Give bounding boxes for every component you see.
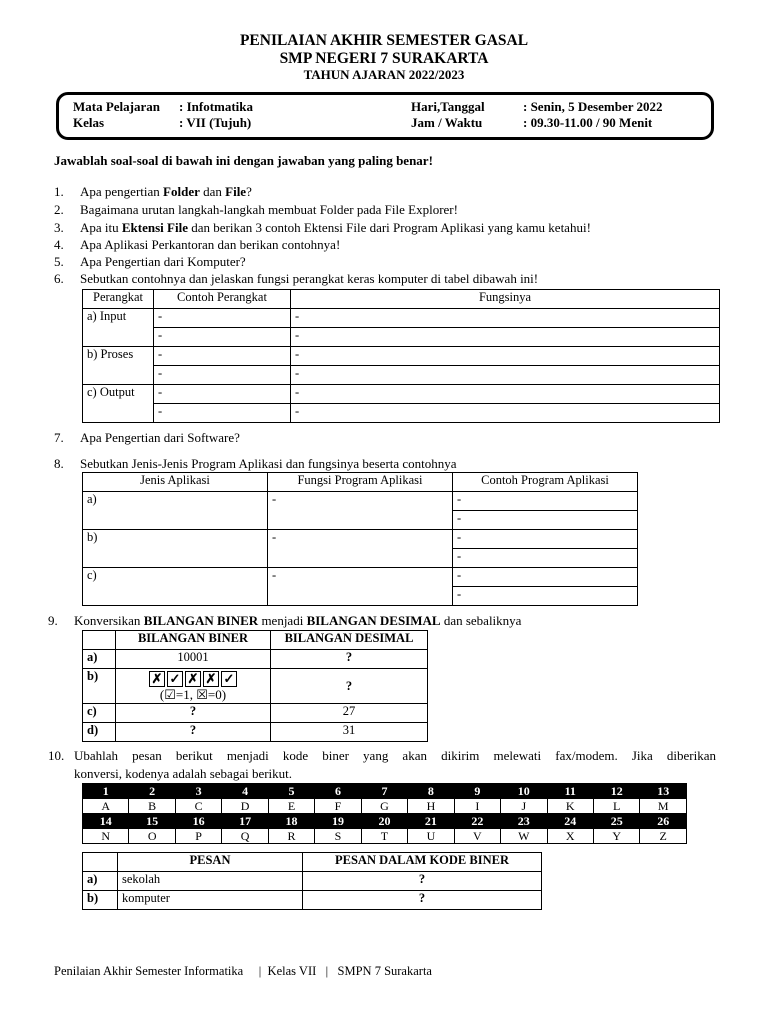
q-text: dan <box>199 184 226 199</box>
answer-cell[interactable]: - <box>154 347 291 366</box>
row-label: c) <box>83 704 116 723</box>
answer-cell[interactable]: - <box>453 587 638 606</box>
question-number: 10. <box>48 748 65 763</box>
binary-code-cell[interactable]: ? <box>303 872 542 891</box>
answer-cell[interactable]: - <box>291 404 720 423</box>
question-number: 3. <box>54 220 64 235</box>
code-number: 12 <box>593 784 639 799</box>
check-box-icon: ✓ <box>167 671 183 687</box>
row-label: a) <box>83 872 118 891</box>
code-number: 13 <box>640 784 687 799</box>
binary-conversion-table <box>82 630 428 742</box>
table-header: PESAN <box>118 853 303 872</box>
number-row <box>83 784 687 799</box>
answer-cell[interactable]: - <box>453 568 638 587</box>
message-cell: komputer <box>118 891 303 910</box>
code-number: 26 <box>640 814 687 829</box>
q-text: Bagaimana urutan langkah-langkah membuat Folder pada File Explorer! <box>80 202 458 217</box>
row-label: b) <box>83 891 118 910</box>
answer-cell[interactable]: - <box>291 309 720 328</box>
answer-cell[interactable]: - <box>154 328 291 347</box>
code-letter: L <box>593 799 639 814</box>
code-letter: M <box>640 799 687 814</box>
answer-cell[interactable]: - <box>453 530 638 549</box>
table-corner <box>83 631 116 650</box>
date-label: Hari,Tanggal <box>411 99 485 114</box>
code-letter: W <box>501 829 547 844</box>
hardware-table <box>82 289 720 423</box>
code-number: 7 <box>361 784 407 799</box>
app-group: b) <box>83 530 268 568</box>
decimal-cell: 27 <box>271 704 428 723</box>
checkbox-legend: (☑=1, ☒=0) <box>159 687 227 703</box>
cross-box-icon: ✗ <box>149 671 165 687</box>
code-number: 16 <box>175 814 221 829</box>
q-text: Sebutkan contohnya dan jelaskan fungsi perangkat keras komputer di tabel dibawah ini! <box>80 271 539 286</box>
code-letter: E <box>268 799 314 814</box>
checkbox-row <box>120 671 266 687</box>
code-number: 15 <box>129 814 175 829</box>
code-letter: H <box>408 799 454 814</box>
code-letter: S <box>315 829 361 844</box>
app-group: a) <box>83 492 268 530</box>
table-header: Jenis Aplikasi <box>83 473 268 492</box>
table-header: BILANGAN BINER <box>116 631 271 650</box>
page-footer: Penilaian Akhir Semester Informatika | Kelas VII | SMPN 7 Surakarta <box>54 964 432 978</box>
answer-cell[interactable]: - <box>154 366 291 385</box>
q-text: Apa Aplikasi Perkantoran dan berikan contohnya! <box>80 237 341 252</box>
code-letter: Z <box>640 829 687 844</box>
code-letter: G <box>361 799 407 814</box>
check-box-icon: ✓ <box>221 671 237 687</box>
binary-cell: 10001 <box>116 650 271 669</box>
code-number: 19 <box>315 814 361 829</box>
q-keyword: File <box>225 184 247 199</box>
code-number: 20 <box>361 814 407 829</box>
app-group: c) <box>83 568 268 606</box>
code-letter: R <box>268 829 314 844</box>
answer-cell[interactable]: - <box>291 385 720 404</box>
code-letter: I <box>454 799 500 814</box>
q-text: ? <box>246 184 252 199</box>
code-letter: Q <box>222 829 268 844</box>
message-cell: sekolah <box>118 872 303 891</box>
class-label: Kelas <box>73 115 105 130</box>
q-text: Ubahlah pesan berikut menjadi kode biner yang akan dikirim melewati fax/modem. Jika diberikan <box>74 748 716 763</box>
binary-cell[interactable]: ? <box>116 723 271 742</box>
q-text: dan sebaliknya <box>440 613 522 628</box>
class-value: : VII (Tujuh) <box>179 115 252 130</box>
answer-cell[interactable]: - <box>268 530 453 568</box>
q-keyword: BILANGAN BINER <box>143 613 259 628</box>
code-letter: A <box>83 799 129 814</box>
device-group: a) Input <box>83 309 154 347</box>
binary-code-cell[interactable]: ? <box>303 891 542 910</box>
code-letter: D <box>222 799 268 814</box>
answer-cell[interactable]: - <box>453 549 638 568</box>
code-number: 8 <box>408 784 454 799</box>
answer-cell[interactable]: - <box>154 404 291 423</box>
table-header: Contoh Program Aplikasi <box>453 473 638 492</box>
answer-cell[interactable]: - <box>453 511 638 530</box>
decimal-cell[interactable]: ? <box>271 650 428 669</box>
question-number: 6. <box>54 271 64 286</box>
code-number: 22 <box>454 814 500 829</box>
code-number: 10 <box>501 784 547 799</box>
device-group: c) Output <box>83 385 154 423</box>
table-header: Contoh Perangkat <box>154 290 291 309</box>
question-10-line2: konversi, kodenya adalah sebagai berikut. <box>74 766 293 781</box>
code-number: 23 <box>501 814 547 829</box>
code-letter: F <box>315 799 361 814</box>
question-number: 1. <box>54 184 64 199</box>
code-letter: U <box>408 829 454 844</box>
code-letter: V <box>454 829 500 844</box>
code-letter: P <box>175 829 221 844</box>
exam-info-box <box>56 92 714 140</box>
application-table <box>82 472 638 606</box>
q-text: Konversikan <box>74 613 144 628</box>
q-keyword: BILANGAN DESIMAL <box>306 613 441 628</box>
table-header: BILANGAN DESIMAL <box>271 631 428 650</box>
code-number: 9 <box>454 784 500 799</box>
question-number: 5. <box>54 254 64 269</box>
code-number: 1 <box>83 784 129 799</box>
q-keyword: Ektensi File <box>121 220 188 235</box>
code-number: 6 <box>315 784 361 799</box>
q-text: Sebutkan Jenis-Jenis Program Aplikasi dan fungsinya beserta contohnya <box>80 456 457 471</box>
letter-code-table <box>82 783 687 844</box>
decimal-cell: 31 <box>271 723 428 742</box>
answer-cell[interactable]: - <box>453 492 638 511</box>
cross-box-icon: ✗ <box>203 671 219 687</box>
date-value: : Senin, 5 Desember 2022 <box>523 99 663 114</box>
code-letter: T <box>361 829 407 844</box>
subject-value: : Infotmatika <box>179 99 254 114</box>
letter-row <box>83 799 687 814</box>
exam-title: PENILAIAN AKHIR SEMESTER GASAL <box>239 32 529 49</box>
subject-label: Mata Pelajaran <box>73 99 161 114</box>
question-number: 4. <box>54 237 64 252</box>
table-header: Perangkat <box>83 290 154 309</box>
answer-cell[interactable]: - <box>154 385 291 404</box>
code-letter: N <box>83 829 129 844</box>
message-table <box>82 852 542 910</box>
table-header: Fungsi Program Aplikasi <box>268 473 453 492</box>
code-letter: B <box>129 799 175 814</box>
code-number: 2 <box>129 784 175 799</box>
answer-cell[interactable]: - <box>291 366 720 385</box>
code-number: 25 <box>593 814 639 829</box>
binary-cell[interactable]: ? <box>116 704 271 723</box>
code-letter: C <box>175 799 221 814</box>
code-letter: J <box>501 799 547 814</box>
row-label: d) <box>83 723 116 742</box>
binary-checkbox-cell <box>116 669 271 704</box>
academic-year: TAHUN AJARAN 2022/2023 <box>303 67 465 82</box>
code-number: 4 <box>222 784 268 799</box>
answer-cell[interactable]: - <box>291 347 720 366</box>
q-text: Apa Pengertian dari Komputer? <box>80 254 246 269</box>
time-value: : 09.30-11.00 / 90 Menit <box>523 115 653 130</box>
q-text: Apa Pengertian dari Software? <box>80 430 240 445</box>
row-label: b) <box>83 669 116 704</box>
number-row <box>83 814 687 829</box>
row-label: a) <box>83 650 116 669</box>
code-letter: K <box>547 799 593 814</box>
table-corner <box>83 853 118 872</box>
answer-cell[interactable]: - <box>291 328 720 347</box>
question-number: 8. <box>54 456 64 471</box>
code-letter: Y <box>593 829 639 844</box>
answer-cell[interactable]: - <box>268 492 453 530</box>
table-header: Fungsinya <box>291 290 720 309</box>
code-number: 17 <box>222 814 268 829</box>
q-text: dan berikan 3 contoh Ektensi File dari Program Aplikasi yang kamu ketahui! <box>187 220 591 235</box>
device-group: b) Proses <box>83 347 154 385</box>
answer-cell[interactable]: - <box>268 568 453 606</box>
instruction: Jawablah soal-soal di bawah ini dengan jawaban yang paling benar! <box>54 153 433 168</box>
code-number: 24 <box>547 814 593 829</box>
code-number: 11 <box>547 784 593 799</box>
code-letter: X <box>547 829 593 844</box>
school-name: SMP NEGERI 7 SURAKARTA <box>279 50 489 67</box>
table-header: PESAN DALAM KODE BINER <box>303 853 542 872</box>
code-number: 5 <box>268 784 314 799</box>
code-number: 14 <box>83 814 129 829</box>
code-number: 21 <box>408 814 454 829</box>
code-letter: O <box>129 829 175 844</box>
q-keyword: Folder <box>163 184 200 199</box>
decimal-cell[interactable]: ? <box>271 669 428 704</box>
question-number: 2. <box>54 202 64 217</box>
time-label: Jam / Waktu <box>411 115 483 130</box>
question-number: 9. <box>48 613 58 628</box>
q-text: Apa pengertian <box>80 184 164 199</box>
q-text: menjadi <box>258 613 307 628</box>
code-number: 3 <box>175 784 221 799</box>
question-number: 7. <box>54 430 64 445</box>
q-text: Apa itu <box>80 220 122 235</box>
answer-cell[interactable]: - <box>154 309 291 328</box>
cross-box-icon: ✗ <box>185 671 201 687</box>
letter-row <box>83 829 687 844</box>
code-number: 18 <box>268 814 314 829</box>
